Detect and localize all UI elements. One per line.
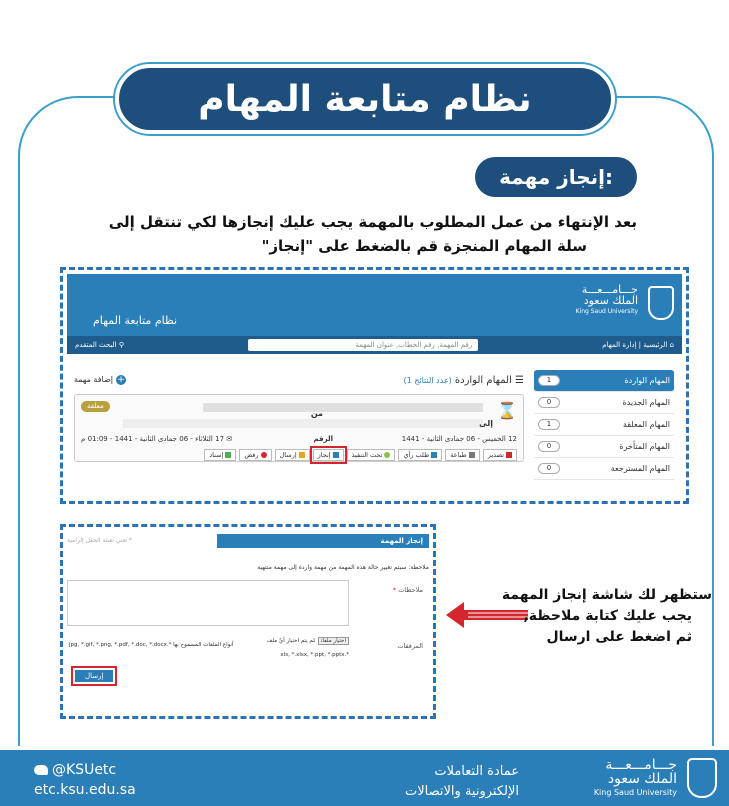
send-button[interactable]	[275, 449, 310, 461]
app-name: نظام متابعة المهام	[93, 314, 178, 327]
main-header	[74, 370, 524, 390]
number-label: الرقم	[313, 435, 333, 443]
count-badge: 0	[538, 397, 560, 408]
opinion-label: طلب رأي	[403, 451, 430, 459]
form-note-line: ملاحظة: سيتم تغيير حالة هذه المهمة من مهمة واردة إلى مهمة منتهية	[257, 564, 429, 571]
mail-icon	[299, 452, 305, 458]
callout-line-1: ستظهر لك شاشة إنجاز المهمة	[501, 587, 712, 603]
twitter-text: @KSUetc	[52, 762, 117, 778]
required-note: * تعني تعبئة الحقل إلزامية	[67, 537, 133, 544]
ksu-logo	[576, 284, 638, 317]
reject-icon	[261, 452, 267, 458]
export-button[interactable]	[483, 449, 517, 461]
task-date-2	[81, 435, 232, 443]
footer	[0, 750, 729, 806]
count-badge: 1	[538, 419, 560, 430]
footer-dept-2: الإلكترونية والاتصالات	[405, 784, 519, 799]
website-link[interactable]: etc.ksu.edu.sa	[34, 782, 136, 798]
export-label: تصدير	[487, 451, 504, 459]
file-types-2: *.xls, *.xlsx, *.ppt, *.pptx	[280, 652, 349, 658]
page-title: نظام متابعة المهام	[198, 78, 532, 120]
nav-bar	[67, 336, 682, 354]
opinion-icon	[431, 452, 437, 458]
complete-label: إنجاز	[317, 451, 331, 459]
form-send-button[interactable]: إرسال	[75, 670, 113, 682]
sidebar-item-returned[interactable]	[534, 458, 674, 480]
form-title: إنجاز المهمة	[217, 534, 429, 548]
count-badge: 0	[538, 463, 560, 474]
instruction-line-1: بعد الإنتهاء من عمل المطلوب بالمهمة يجب عليك إنجازها لكي تنتقل إلى	[108, 213, 637, 231]
redacted-bar	[203, 403, 483, 412]
print-button[interactable]	[445, 449, 479, 461]
status-badge: معلقة	[81, 401, 110, 412]
logo-text-en: King Saud University	[575, 308, 638, 315]
to-label: إلى	[479, 419, 493, 428]
callout-line-3: ثم اضغط على ارسال	[546, 629, 692, 645]
count-badge: 1	[538, 375, 560, 386]
plus-icon: +	[117, 375, 125, 385]
callout-text	[458, 585, 712, 648]
list-icon: ☰	[511, 374, 524, 386]
task-date-2-text: 17 الثلاثاء - 06 جمادى الثانية - 1441 - 01:09 م	[81, 435, 225, 443]
progress-label: تحت التنفيذ	[351, 451, 383, 459]
advanced-search-label: البحث المتقدم	[75, 341, 117, 349]
main-title	[403, 375, 524, 386]
footer-department	[405, 762, 519, 802]
export-icon	[506, 452, 512, 458]
file-types-label: أنواع الملفات المسموح بها	[173, 642, 234, 648]
task-date: 12 الخميس - 06 جمادى الثانية - 1441	[401, 435, 517, 443]
file-input[interactable]	[267, 638, 349, 644]
twitter-handle[interactable]	[34, 760, 136, 780]
footer-logo-en: King Saud University	[593, 788, 677, 797]
print-label: طباعة	[450, 451, 467, 459]
redacted-bar	[123, 419, 483, 428]
add-task-button[interactable]	[74, 375, 126, 385]
notes-label	[393, 586, 423, 594]
in-progress-button[interactable]	[347, 449, 396, 461]
from-label: من	[310, 409, 323, 418]
footer-logo-ar1: جـــامـــعـــة	[605, 757, 677, 773]
logo-text-ar1: جـــامـــعـــة	[581, 283, 638, 296]
main-panel	[74, 370, 524, 462]
sidebar-item-pending[interactable]	[534, 414, 674, 436]
callout-line-2: يجب عليك كتابة ملاحظة,	[523, 608, 692, 624]
instruction-text	[77, 210, 637, 258]
complete-button[interactable]	[313, 449, 344, 461]
twitter-icon	[34, 765, 48, 775]
print-icon	[469, 452, 475, 458]
breadcrumb[interactable]: ⌂ الرئيسية | إدارة المهام	[602, 341, 674, 349]
reject-button[interactable]	[239, 449, 271, 461]
advanced-search-link[interactable]	[75, 341, 124, 349]
reject-label: رفض	[244, 451, 259, 459]
sidebar-item-new[interactable]	[534, 392, 674, 414]
ksu-emblem-icon	[648, 286, 674, 320]
file-types	[69, 642, 234, 648]
file-choose-button[interactable]: اختيار ملفات	[318, 637, 349, 645]
count-badge: 0	[538, 441, 560, 452]
sidebar	[534, 370, 674, 480]
sidebar-item-label: المهام المعلقة	[622, 420, 670, 429]
check-icon	[333, 452, 339, 458]
send-label: إرسال	[279, 451, 297, 459]
search-icon: ⚲	[116, 341, 124, 349]
ksu-emblem-icon	[687, 758, 717, 798]
attachments-label: المرفقات	[397, 642, 423, 650]
envelope-icon: ✉	[224, 435, 233, 443]
footer-logo-ar2: الملك سعود	[607, 771, 677, 787]
sidebar-item-label: المهام الجديدة	[622, 398, 670, 407]
assign-icon	[225, 452, 231, 458]
progress-icon	[384, 452, 390, 458]
task-card[interactable]	[74, 394, 524, 462]
file-status: لم يتم اختيار أيّ ملف	[266, 638, 315, 644]
sidebar-item-late[interactable]	[534, 436, 674, 458]
file-types-list: *.jpg, *.gif, *.png, *.pdf, *.doc, *.docx	[69, 642, 172, 648]
request-opinion-button[interactable]	[398, 449, 442, 461]
add-task-label: إضافة مهمة	[74, 375, 113, 384]
assign-button[interactable]	[204, 449, 236, 461]
app-header	[67, 274, 682, 336]
footer-logo	[594, 758, 677, 800]
sidebar-item-label: المهام الواردة	[624, 376, 670, 385]
sidebar-item-label: المهام المتأخرة	[619, 442, 670, 451]
complete-task-form	[67, 534, 429, 712]
page-title-banner	[115, 64, 615, 134]
logo-text-ar2: الملك سعود	[583, 294, 638, 307]
breadcrumb-text[interactable]: الرئيسية | إدارة المهام	[602, 341, 668, 349]
hourglass-icon: ⌛	[497, 401, 517, 420]
sidebar-item-incoming[interactable]	[534, 370, 674, 392]
section-title: إنجاز مهمة:	[475, 157, 637, 197]
results-count: (عدد النتائج 1)	[403, 375, 452, 385]
app-screenshot	[67, 274, 682, 497]
assign-label: إسناد	[209, 451, 224, 459]
search-input[interactable]: رقم المهمة, رقم الخطاب, عنوان المهمة	[248, 339, 478, 351]
footer-dept-1: عمادة التعاملات	[434, 764, 519, 779]
instruction-line-2: سلة المهام المنجزة قم بالضغط على "إنجاز"	[261, 237, 587, 255]
required-mark: *	[392, 586, 397, 594]
main-title-text: المهام الواردة	[454, 374, 512, 386]
notes-textarea[interactable]	[67, 580, 349, 626]
footer-contact	[34, 760, 136, 800]
task-actions	[204, 449, 517, 461]
sidebar-item-label: المهام المسترجعة	[610, 464, 670, 473]
notes-label-text: ملاحظات	[398, 586, 423, 594]
